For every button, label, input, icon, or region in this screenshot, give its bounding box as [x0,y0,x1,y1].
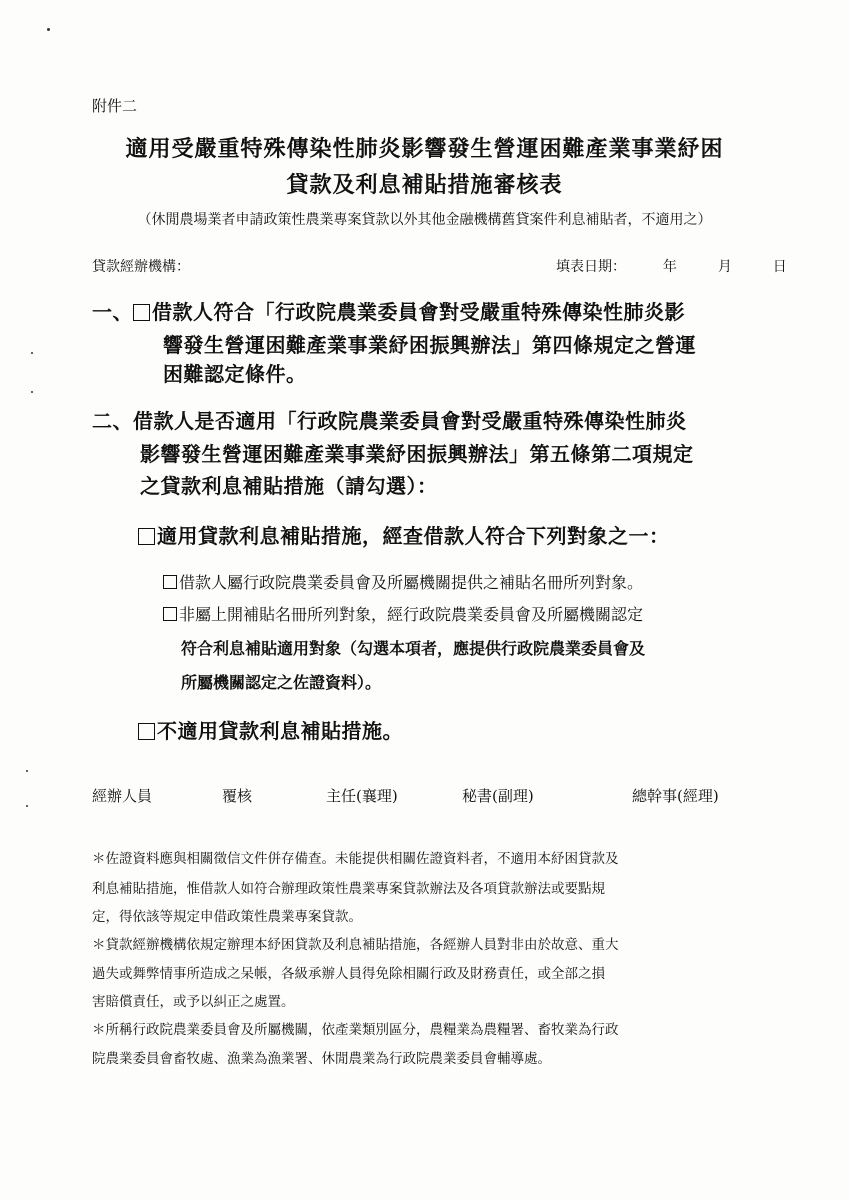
section-2-first-line [92,405,687,434]
section-2-line-3: 之貸款利息補貼措施（請勾選）： [140,474,438,498]
option-not-apply [138,715,403,744]
option-not-apply-checkbox[interactable] [138,723,155,740]
section-1-line-2: 響發生營運困難產業事業紓困振興辦法」第四條規定之營運 [163,333,696,357]
scan-speck [31,352,33,354]
title-line-1: 適用受嚴重特殊傳染性肺炎影響發生營運困難產業事業紓困 [125,136,724,162]
signature-reviewer: 覆核 [222,787,253,805]
section-1-line-1: 借款人符合「行政院農業委員會對受嚴重特殊傳染性肺炎影 [152,300,685,324]
section-1-line-3: 困難認定條件。 [163,362,307,386]
scan-speck [26,805,28,807]
section-1-first-line [92,296,685,325]
signature-secretary: 秘書(副理) [462,787,534,805]
signature-clerk: 經辦人員 [92,787,153,805]
sub-option-1-checkbox[interactable] [163,575,177,589]
scan-speck [47,28,50,31]
option-apply [138,520,670,549]
footnote-1-line-2: 利息補貼措施，惟借款人如符合辦理政策性農業專案貸款辦法及各項貸款辦法或要點規 [92,881,605,897]
footnote-2-line-1: ＊貸款經辦機構依規定辦理本紓困貸款及利息補貼措施，各經辦人員對非由於故意、重大 [92,937,619,953]
option-apply-label: 適用貸款利息補貼措施，經查借款人符合下列對象之一： [157,524,670,548]
section-1-number: 一、 [92,300,133,324]
option-not-apply-label: 不適用貸款利息補貼措施。 [157,719,403,743]
fill-date-day: 日 [772,259,787,275]
section-1-checkbox[interactable] [133,304,150,321]
scan-speck [31,391,33,393]
signature-supervisor: 主任(襄理) [326,787,398,805]
footnote-1-line-3: 定，得依該等規定申借政策性農業專案貸款。 [92,909,362,925]
scan-speck [26,770,28,772]
section-2-line-1: 借款人是否適用「行政院農業委員會對受嚴重特殊傳染性肺炎 [133,409,687,433]
footnote-2-line-2: 過失或舞弊情事所造成之呆帳，各級承辦人員得免除相關行政及財務責任，或全部之損 [92,966,605,982]
sub-option-2-line-1: 非屬上開補貼名冊所列對象，經行政院農業委員會及所屬機關認定 [179,605,644,624]
lender-label: 貸款經辦機構： [92,259,190,275]
fill-date-year: 年 [662,259,677,275]
applicability-note: （休閒農場業者申請政策性農業專案貸款以外其他金融機構舊貸案件利息補貼者，不適用之） [137,212,712,228]
fill-date-label: 填表日期： [556,259,626,275]
sub-option-1-label: 借款人屬行政院農業委員會及所屬機關提供之補貼名冊所列對象。 [179,573,644,592]
title-line-2: 貸款及利息補貼措施審核表 [286,172,563,198]
sub-option-2-checkbox[interactable] [163,607,177,621]
signature-general-manager: 總幹事(經理) [632,787,719,805]
sub-option-2-line-2: 符合利息補貼適用對象（勾選本項者，應提供行政院農業委員會及 [181,639,646,658]
footnote-3-line-1: ＊所稱行政院農業委員會及所屬機關，依產業類別區分，農糧業為農糧署、畜牧業為行政 [92,1022,619,1038]
sub-option-2-line-3: 所屬機關認定之佐證資料）。 [181,673,382,692]
sub-option-1 [163,570,643,593]
fill-date [556,256,787,276]
option-apply-checkbox[interactable] [138,528,155,545]
footnote-3-line-2: 院農業委員會畜牧處、漁業為漁業署、休閒農業為行政院農業委員會輔導處。 [92,1051,551,1067]
footnote-2-line-3: 害賠償責任，或予以糾正之處置。 [92,994,295,1010]
section-2-number: 二、 [92,409,133,433]
section-2-line-2: 影響發生營運困難產業事業紓困振興辦法」第五條第二項規定 [140,442,694,466]
footnote-1-line-1: ＊佐證資料應與相關徵信文件併存備查。未能提供相關佐證資料者，不適用本紓困貸款及 [92,851,619,867]
sub-option-2 [163,602,643,625]
attachment-label: 附件二 [92,97,138,115]
fill-date-month: 月 [717,259,732,275]
